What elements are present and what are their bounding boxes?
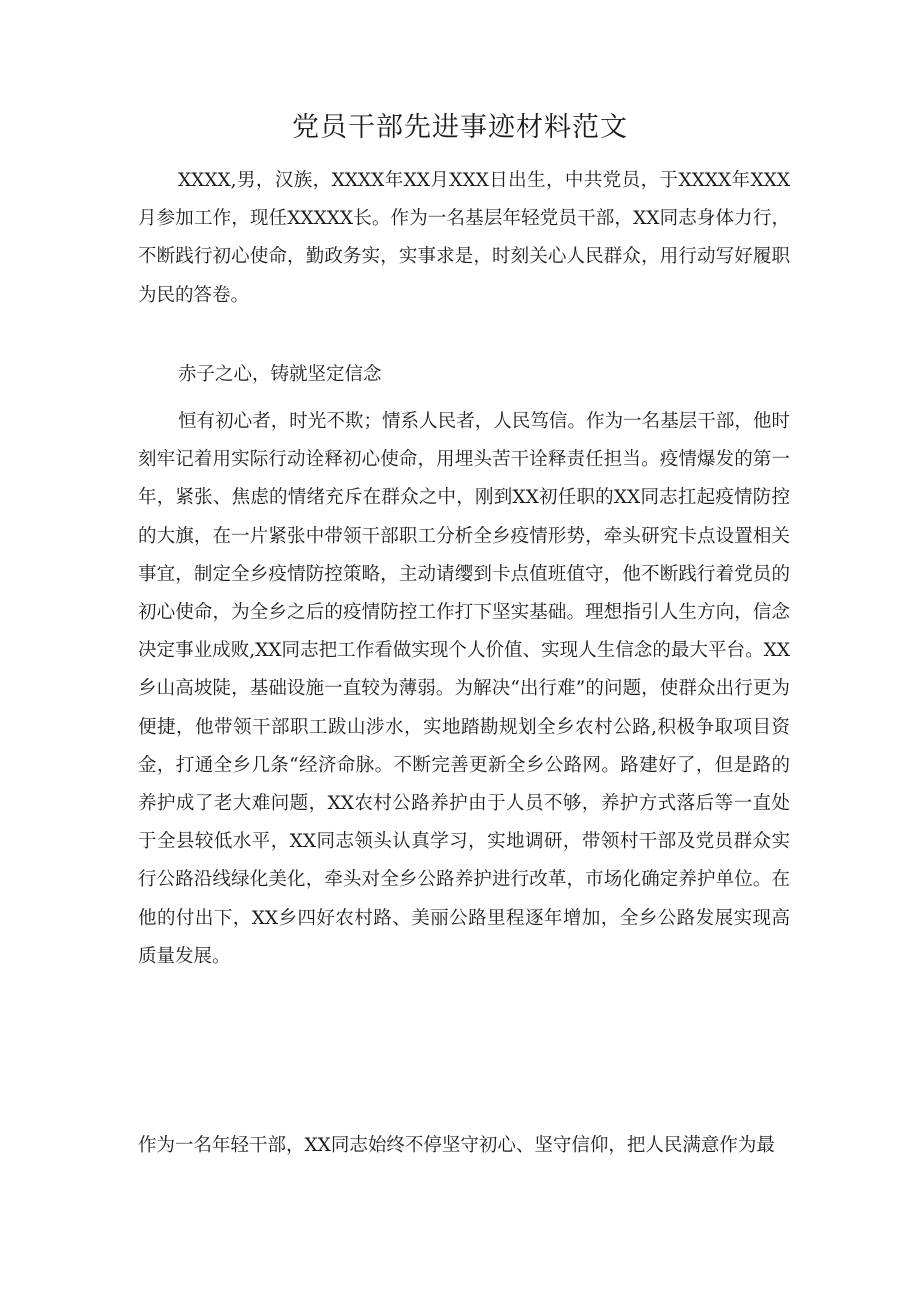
document-title: 党员干部先进事迹材料范文 bbox=[292, 112, 628, 143]
closing-paragraph: 作为一名年轻干部，XX同志始终不停坚守初心、坚守信仰，把人民满意作为最 bbox=[138, 1135, 775, 1156]
body-paragraph: 恒有初心者，时光不欺；情系人民者，人民笃信。作为一名基层干部，他时刻牢记着用实际行动诠释初心使命，用埋头苦干诠释责任担当。疫情爆发的第一年，紧张、焦虑的情绪充斥在群众之中，刚到XX初任职的XX同志扛起疫情防控的大旗，在一片紧张中带领干部职工分析全乡疫情形势，牵头研究卡点设置相关事宜，制定全乡疫情防控策略，主动请缨到卡点值班值守，他不断践行着党员的初心使命，为全乡之后的疫情防控工作打下坚实基础。理想指引人生方向，信念决定事业成败,XX同志把工作看做实现个人价值、实现人生信念的最大平台。XX乡山高坡陡，基础设施一直较为薄弱。为解决“出行难”的问题，使群众出行更为便捷，他带领干部职工跋山涉水，实地踏勘规划全乡农村公路,积极争取项目资金，打通全乡几条“经济命脉。不断完善更新全乡公路网。路建好了，但是路的养护成了老大难问题，XX农村公路养护由于人员不够，养护方式落后等一直处于全县较低水平，XX同志领头认真学习，实地调研，带领村干部及党员群众实行公路沿线绿化美化，牵头对全乡公路养护进行改革，市场化确定养护单位。在他的付出下，XX乡四好农村路、美丽公路里程逐年增加，全乡公路发展实现高质量发展。 bbox=[138, 411, 790, 967]
intro-paragraph: XXXX,男，汉族，XXXX年XX月XXX日出生，中共党员，于XXXX年XXX月参加工作，现任XXXXX长。作为一名基层年轻党员干部，XX同志身体力行，不断践行初心使命，勤政务实，实事求是，时刻关心人民群众，用行动写好履职为民的答卷。 bbox=[138, 170, 790, 306]
section-heading: 赤子之心，铸就坚定信念 bbox=[178, 364, 382, 385]
